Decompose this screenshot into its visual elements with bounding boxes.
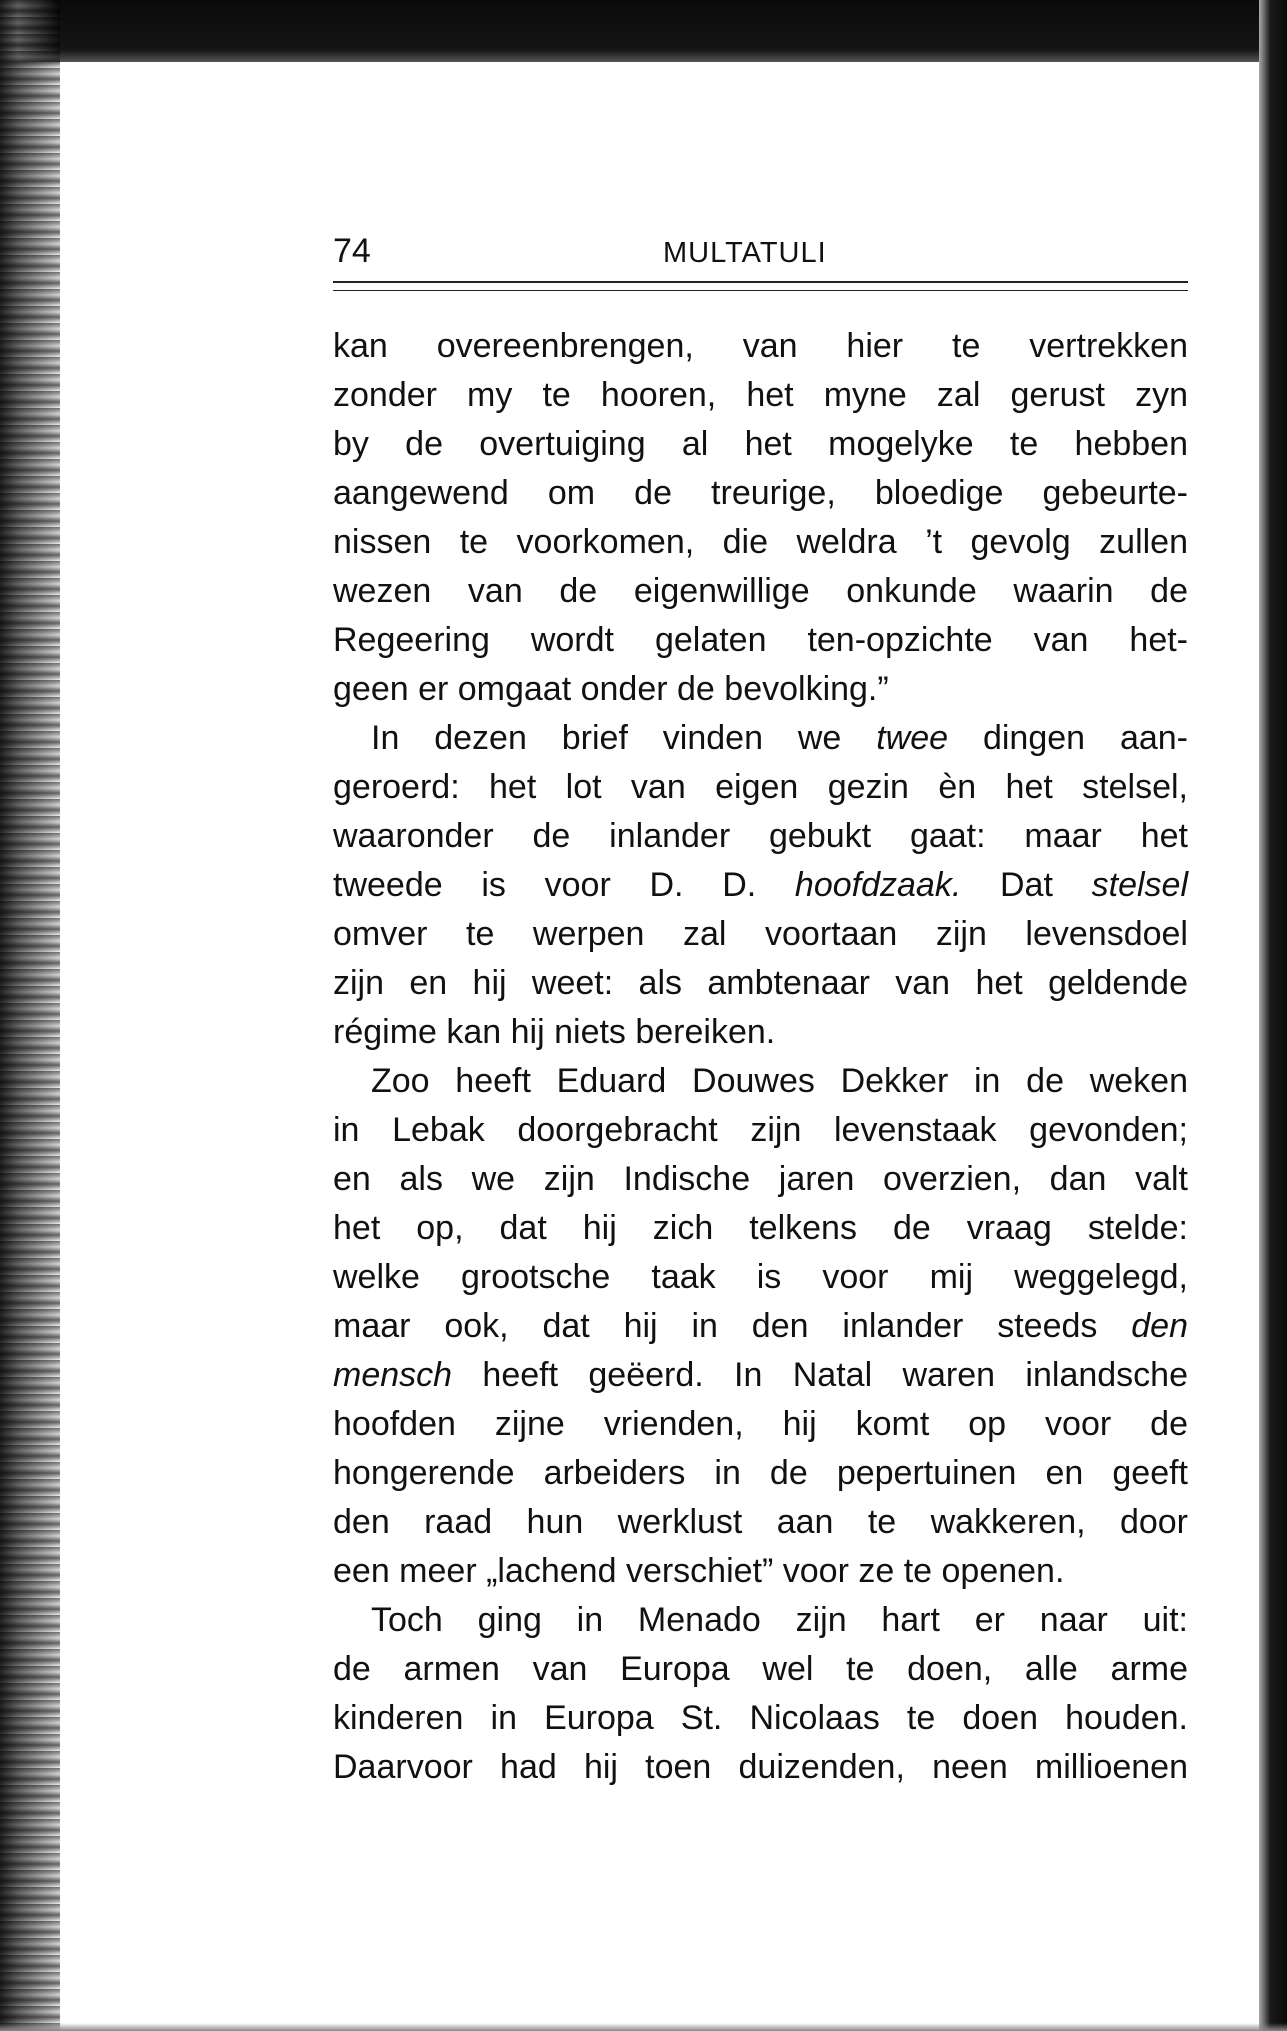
text-line: hongerende arbeiders in de pepertuinen en geeft (333, 1454, 1188, 1492)
text-line: aangewend om de treurige, bloedige gebeurte- (333, 474, 1188, 512)
text-line: geroerd: het lot van eigen gezin èn het stelsel, (333, 768, 1188, 806)
italic-text: stelsel (1091, 866, 1188, 904)
body-text (333, 322, 1188, 1792)
text-line: hoofden zijne vrienden, hij komt op voor de (333, 1405, 1188, 1443)
text-line: wezen van de eigenwillige onkunde waarin de (333, 572, 1188, 610)
text-line: in Lebak doorgebracht zijn levenstaak gevonden; (333, 1111, 1188, 1149)
text-line: maar ook, dat hij in den inlander steeds den (333, 1307, 1188, 1345)
italic-text: hoofdzaak. (794, 866, 962, 904)
text-line: de armen van Europa wel te doen, alle arme (333, 1650, 1188, 1688)
text-line: den raad hun werklust aan te wakkeren, door (333, 1503, 1188, 1541)
text-line: een meer „lachend verschiet” voor ze te openen. (333, 1552, 1065, 1590)
text-line: kinderen in Europa St. Nicolaas te doen houden. (333, 1699, 1188, 1737)
text-line: by de overtuiging al het mogelyke te hebben (333, 425, 1188, 463)
italic-text: twee (876, 719, 949, 757)
text-line: régime kan hij niets bereiken. (333, 1013, 776, 1051)
header-rule-thick (333, 281, 1188, 283)
text-line: In dezen brief vinden we twee dingen aan- (371, 719, 1188, 757)
text-line: Regeering wordt gelaten ten-opzichte van het- (333, 621, 1188, 659)
text-line: nissen te voorkomen, die weldra ’t gevolg zullen (333, 523, 1188, 561)
text-line: omver te werpen zal voortaan zijn levensdoel (333, 915, 1188, 953)
text-line: het op, dat hij zich telkens de vraag stelde: (333, 1209, 1188, 1247)
text-line: Toch ging in Menado zijn hart er naar uit: (371, 1601, 1188, 1639)
italic-text: mensch (333, 1356, 453, 1394)
page-number: 74 (333, 232, 371, 270)
text-line: welke grootsche taak is voor mij weggelegd, (333, 1258, 1188, 1296)
text-line: zonder my te hooren, het myne zal gerust zyn (333, 376, 1188, 414)
header-rule-thin (333, 290, 1188, 291)
text-line: en als we zijn Indische jaren overzien, dan valt (333, 1160, 1188, 1198)
italic-text: den (1131, 1307, 1188, 1345)
running-head (333, 228, 1188, 274)
text-line: waaronder de inlander gebukt gaat: maar het (333, 817, 1188, 855)
text-line: Daarvoor had hij toen duizenden, neen millioenen (333, 1748, 1188, 1786)
text-line: Zoo heeft Eduard Douwes Dekker in de weken (371, 1062, 1188, 1100)
text-line: zijn en hij weet: als ambtenaar van het geldende (333, 964, 1188, 1002)
text-line: geen er omgaat onder de bevolking.” (333, 670, 889, 708)
text-line: kan overeenbrengen, van hier te vertrekken (333, 327, 1188, 365)
text-line: tweede is voor D. D. hoofdzaak. Dat stelsel (333, 866, 1188, 904)
text-line: mensch heeft geëerd. In Natal waren inlandsche (333, 1356, 1188, 1394)
running-title: MULTATULI (663, 237, 827, 269)
